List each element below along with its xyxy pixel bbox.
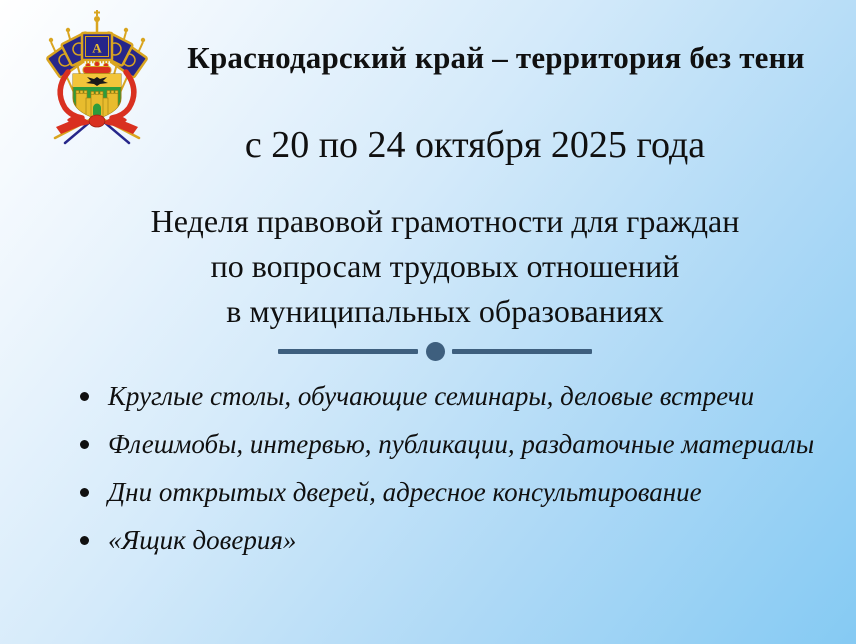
divider-right-bar (452, 349, 592, 354)
event-subtitle (34, 199, 856, 334)
slide-title: Краснодарский край – территория без тени (187, 40, 805, 75)
section-divider (278, 342, 592, 361)
subtitle-line-3: в муниципальных образованиях (226, 293, 664, 329)
bullet-icon (80, 488, 89, 497)
activities-list (78, 381, 832, 573)
list-item-text: «Ящик доверия» (108, 525, 297, 555)
emblem-crown (83, 61, 111, 73)
divider-left-bar (278, 349, 418, 354)
list-item (78, 381, 832, 412)
list-item (78, 525, 832, 556)
subtitle-line-1: Неделя правовой грамотности для граждан (150, 203, 740, 239)
date-range: с 20 по 24 октября 2025 года (244, 124, 706, 166)
bullet-icon (80, 536, 89, 545)
emblem-shield (73, 74, 121, 119)
emblem-standard-banner (82, 33, 112, 62)
bullet-icon (80, 440, 89, 449)
bullet-icon (80, 392, 89, 401)
list-item (78, 429, 832, 460)
subtitle-line-2: по вопросам трудовых отношений (210, 248, 680, 284)
list-item-text: Дни открытых дверей, адресное консультирование (108, 477, 702, 507)
list-item-text: Круглые столы, обучающие семинары, деловые встречи (108, 381, 755, 411)
list-item (78, 477, 832, 508)
emblem-monogram: А (92, 40, 102, 56)
list-item-text: Флешмобы, интервью, публикации, раздаточные материалы (108, 429, 815, 459)
divider-dot-icon (426, 342, 445, 361)
